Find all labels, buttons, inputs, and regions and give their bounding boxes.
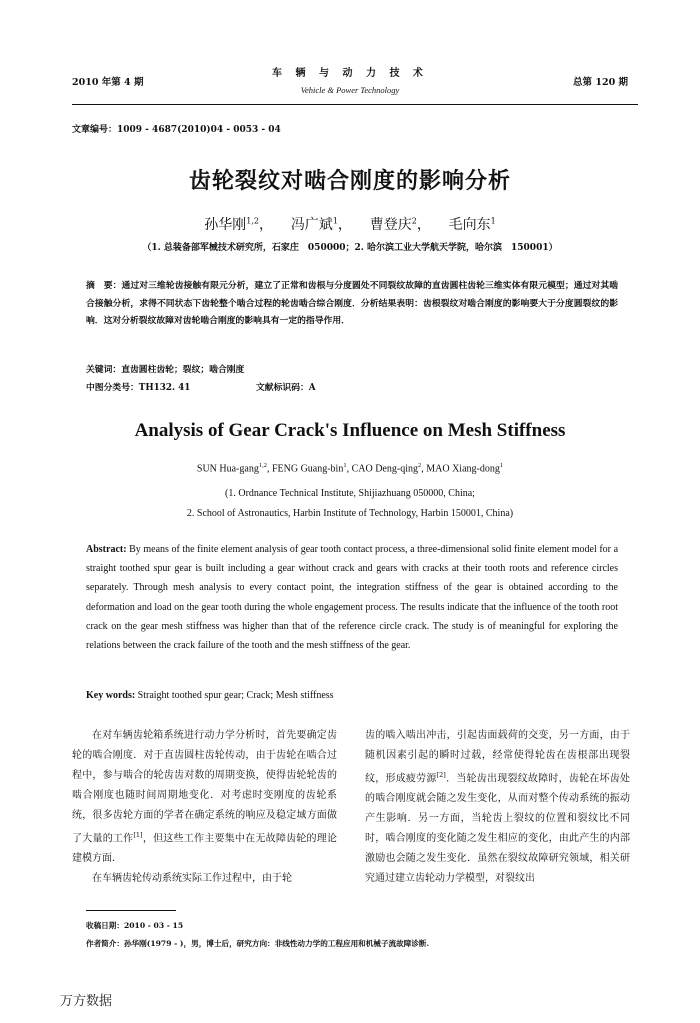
body-paragraph: 在车辆齿轮传动系统实际工作过程中，由于轮 [92,872,292,884]
author-affil-sup: 1 [343,462,347,469]
citation-ref: [2] [436,770,446,779]
author-cn: 孙华刚 [204,217,247,233]
body-paragraph [365,726,630,889]
keywords-en-label: Key words: [86,690,136,701]
author-cn: 毛向东 [448,217,491,233]
author-affil-sup: 2 [417,462,422,469]
footnote-received: 收稿日期：2010 - 03 - 15 [86,921,184,930]
author-separator: ， [337,217,352,233]
header-rule [72,104,638,105]
author-affil-sup: 1 [332,216,338,226]
classification-row [86,380,316,393]
footnote-rule [86,910,176,911]
author-separator: ， [416,217,431,233]
body-column-right [365,726,630,889]
article-number: 文章编号：1009 - 4687(2010)04 - 0053 - 04 [72,125,281,135]
abstract-en-text: By means of the finite element analysis of gear tooth contact process, a three-dimensional solid finite element model for a straight toothed spur gear is built including a gear without crack and gears with cracks at their tooth roots and reference circles separately. Through mesh analysis to every contact point, the integration stiffness of the gear is obtained according to the deformation and load on the gear tooth during the whole engagement process. The results indicate that the influence of the tooth root crack on the gear mesh stiffness was higher than that of the reference circle crack. The study is of meaningful for exploring the relations between the crack failure of the tooth and the mesh stiffness of the gear. [86,544,619,652]
keywords-en [86,690,334,701]
body-text: ，但这些工作主要集中在无故障齿轮的理论建模方面． [72,832,338,864]
author-separator: ， [259,217,273,233]
affiliation-en-line-2: 2. School of Astronautics, Harbin Institute of Technology, Harbin 150001, China) [186,508,514,519]
total-issue-label: 总第 120 期 [573,77,628,88]
author-separator: , [346,463,352,475]
body-paragraph [72,726,337,869]
keywords-en-text: Straight toothed spur gear; Crack; Mesh stiffness [137,690,334,701]
body-column-left [72,726,337,889]
author-separator: , [266,463,272,475]
author-en: SUN Hua-gang [196,463,259,475]
abstract-cn [86,278,618,331]
author-affil-sup: 1,2 [258,462,267,469]
title-en: Analysis of Gear Crack's Influence on Mesh Stiffness [134,420,566,441]
author-en: FENG Guang-bin [271,463,344,475]
citation-ref: [1] [133,830,143,839]
affiliation-en-line-1: (1. Ordnance Technical Institute, Shijiazhuang 050000, China; [225,488,475,499]
abstract-en-label: Abstract: [86,544,127,555]
author-affil-sup: 2 [411,216,417,226]
author-en: CAO Deng-qing [351,463,418,475]
authors-en [0,462,700,474]
author-en: MAO Xiang-dong [426,463,500,475]
issue-label: 2010 年第 4 期 [72,77,144,88]
footnote-author: 作者简介：孙华刚(1979 - )，男，博士后，研究方向：非线性动力学的工程应用和机械子流故障诊断. [86,939,430,948]
watermark-logo: 万方数据 [60,994,113,1009]
affiliation-en [0,484,700,524]
keywords-cn: 关键词：直齿圆柱齿轮；裂纹；啮合刚度 [86,365,245,375]
abstract-cn-text: 通过对三维轮齿接触有限元分析，建立了正常和齿根与分度圆处不同裂纹故障的直齿圆柱齿轮三维实体有限元模型；通过对其啮合接触分析，求得不同状态下齿轮整个啮合过程的轮齿啮合综合刚度．分析结果表明：齿根裂纹对啮合刚度的影响要大于分度圆裂纹的影响．这对分析裂纹故障对齿轮啮合刚度的影响具有一定的指导作用． [86,281,618,326]
abstract-cn-label: 摘 要： [86,281,122,291]
classification-number: 中图分类号：TH132. 41 [86,383,191,393]
author-affil-sup: 1 [499,462,504,469]
journal-name-cn: 车 辆 与 动 力 技 术 [272,68,428,79]
author-cn: 冯广斌 [290,217,333,233]
document-code: 文献标识码：A [256,383,316,393]
title-cn: 齿轮裂纹对啮合刚度的影响分析 [188,168,511,194]
author-separator: , [421,463,427,475]
abstract-en [86,540,618,655]
author-affil-sup: 1,2 [246,216,259,226]
body-text: 在对车辆齿轮箱系统进行动力学分析时，首先要确定齿轮的啮合刚度．对于直齿圆柱齿轮传动，由于齿轮在啮合过程中，参与啮合的轮齿齿对数的周期变换，使得齿轮轮齿的啮合刚度也随时间周期地变化．对考虑时变刚度的齿轮系统，很多齿轮方面的学者在确定系统的响应及稳定域方面做了大量的工作 [72,730,337,844]
affiliation-cn: （1. 总装备部军械技术研究所，石家庄 050000；2. 哈尔滨工业大学航天学院，哈尔滨 150001） [142,243,558,253]
body-text: 齿的啮入啮出冲击，引起齿面载荷的交变，另一方面，由于随机因素引起的瞬时过载，经常使得轮齿在齿根部出现裂纹，形成疲劳源 [365,730,630,785]
author-cn: 曹登庆 [369,217,412,233]
journal-name-en: Vehicle & Power Technology [300,85,400,95]
authors-cn [0,214,700,234]
author-affil-sup: 1 [490,216,496,226]
body-text: ．当轮齿出现裂纹故障时，齿轮在坏齿处的啮合刚度就会随之发生变化，从而对整个传动系统的振动产生影响．另一方面，当轮齿上裂纹的位置和裂纹比不同时，啮合刚度的变化随之发生相应的变化，由此产生的内部激励也会随之发生变化．虽然在裂纹故障研究领域，相关研究通过建立齿轮动力学模型，对裂纹出 [365,773,631,884]
